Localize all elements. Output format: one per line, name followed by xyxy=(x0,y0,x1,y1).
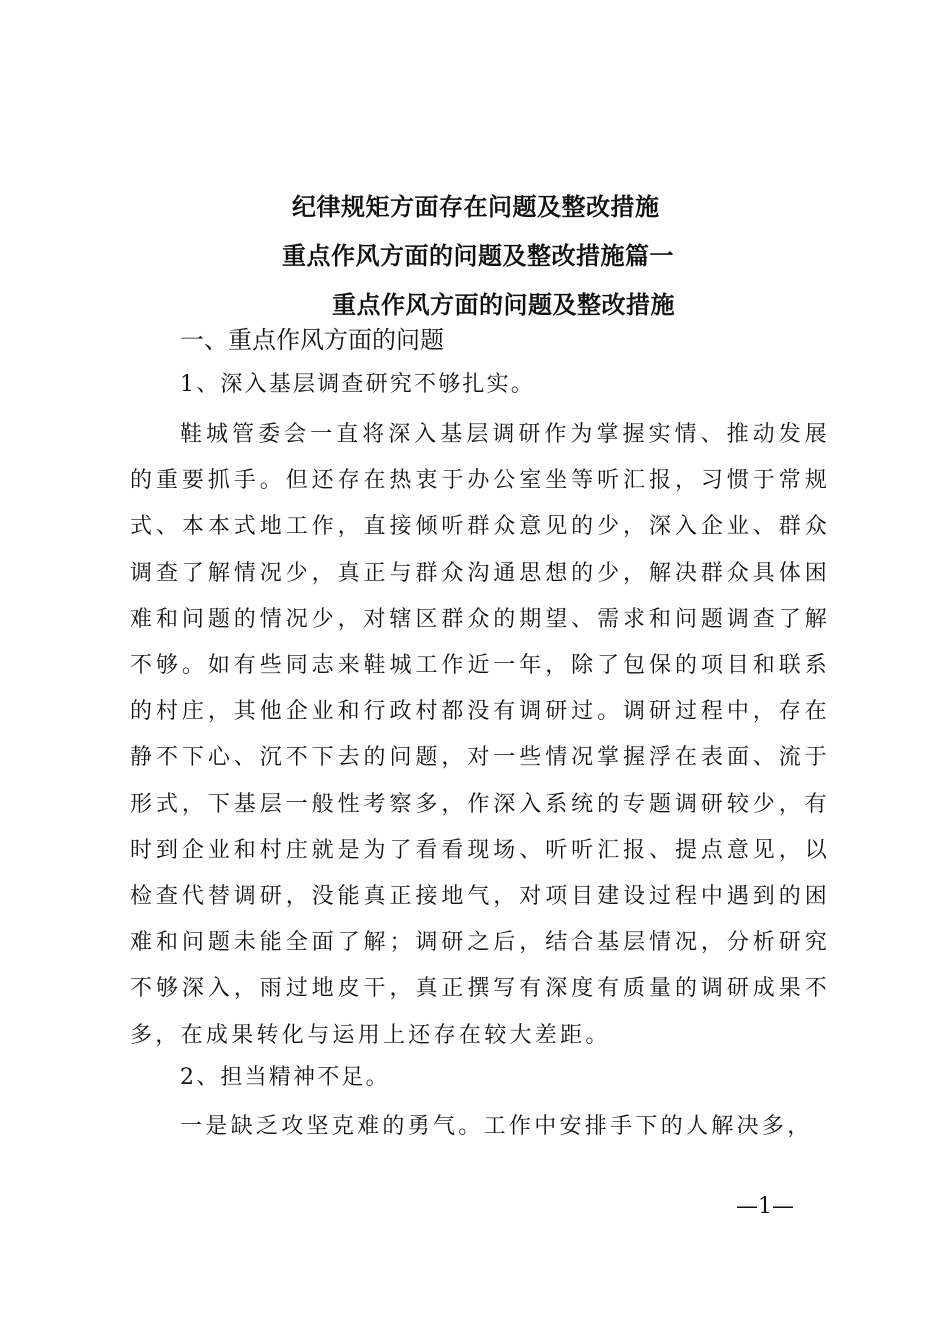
document-subtitle: 重点作风方面的问题及整改措施篇一 xyxy=(282,241,674,270)
section-heading: 一、重点作风方面的问题 xyxy=(180,326,444,354)
item-heading-1: 1、深入基层调查研究不够扎实。 xyxy=(180,372,535,397)
item-paragraph-2: 一是缺乏攻坚克难的勇气。工作中安排手下的人解决多， xyxy=(180,1114,813,1139)
title-block xyxy=(0,182,950,329)
item-heading-2: 2、担当精神不足。 xyxy=(180,1065,390,1090)
item-paragraph-1: 鞋城管委会一直将深入基层调研作为掌握实情、推动发展的重要抓手。但还存在热衷于办公室坐等听汇报，习惯于常规式、本本式地工作，直接倾听群众意见的少，深入企业、群众调查了解情况少，真正与群众沟通思想的少，解决群众具体困难和问题的情况少，对辖区群众的期望、需求和问题调查了解不够。如有些同志来鞋城工作近一年，除了包保的项目和联系的村庄，其他企业和行政村都没有调研过。调研过程中，存在静不下心、沉不下去的问题，对一些情况掌握浮在表面、流于形式，下基层一般性考察多，作深入系统的专题调研较少，有时到企业和村庄就是为了看看现场、听听汇报、提点意见，以检查代替调研，没能真正接地气，对项目建设过程中遇到的困难和问题未能全面了解；调研之后，结合基层情况，分析研究不够深入，雨过地皮干，真正撰写有深度有质量的调研成果不多，在成果转化与运用上还存在较大差距。 xyxy=(130,422,830,1048)
page-number: —1— xyxy=(736,1194,794,1219)
document-title: 纪律规矩方面存在问题及整改措施 xyxy=(292,192,660,221)
document-section-title: 重点作风方面的问题及整改措施 xyxy=(332,290,675,319)
